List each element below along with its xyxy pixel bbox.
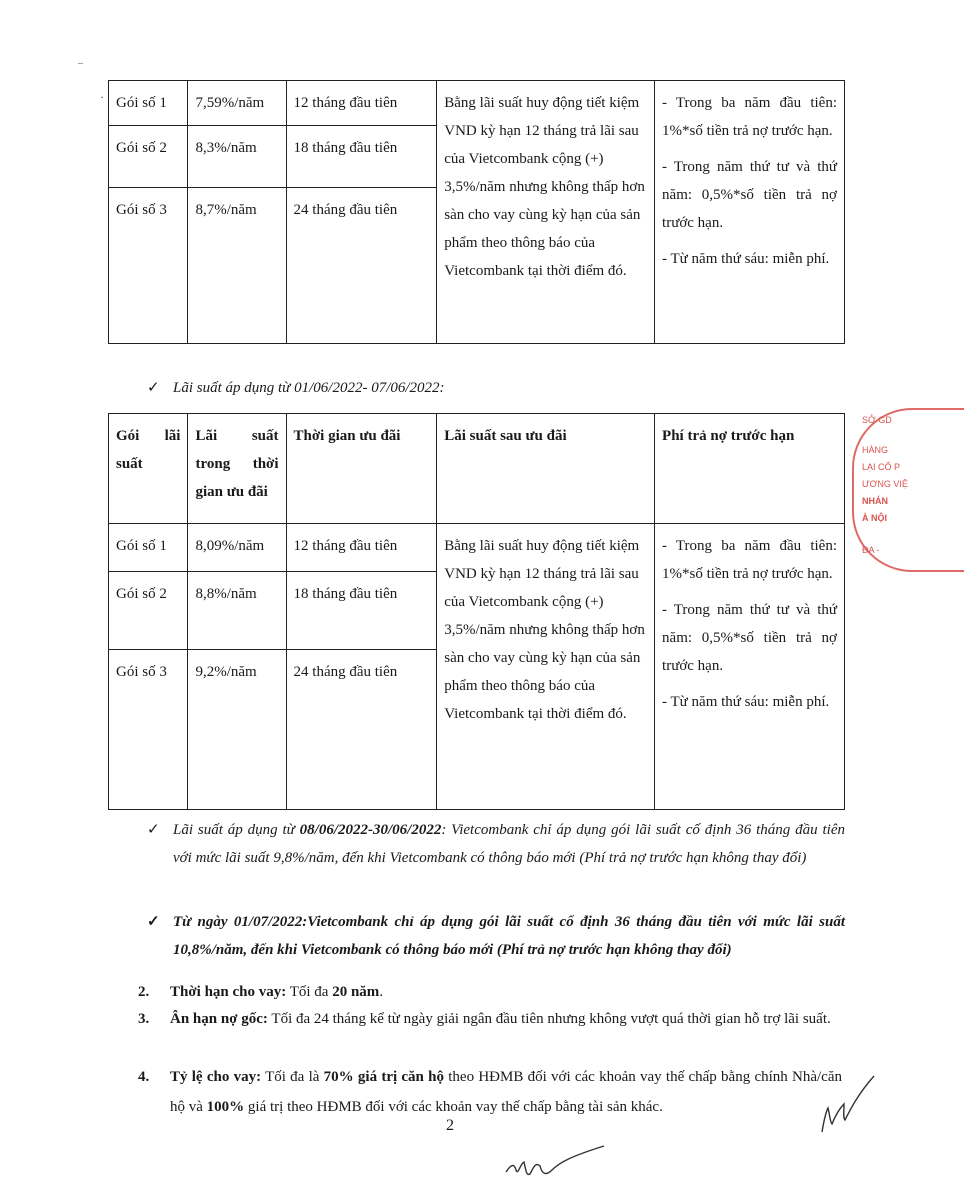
- table-row: [109, 524, 845, 572]
- fee-line: - Từ năm thứ sáu: miễn phí.: [662, 694, 830, 710]
- checkmark-icon: ✓: [147, 380, 160, 396]
- package-cell: Gói số 2: [109, 572, 188, 650]
- rate-cell: 8,7%/năm: [188, 188, 286, 344]
- fee-line: - Trong năm thứ tư và thứ năm: 0,5%*số tiền trả nợ trước hạn.: [662, 159, 837, 231]
- item-text: Thời hạn cho vay: Tối đa 20 năm.: [170, 984, 384, 1000]
- period-cell: 18 tháng đầu tiên: [286, 126, 437, 188]
- fee-line: - Trong năm thứ tư và thứ năm: 0,5%*số tiền trả nợ trước hạn.: [662, 602, 837, 674]
- item-text: Tỷ lệ cho vay: Tối đa là 70% giá trị căn hộ theo HĐMB đối với các khoản vay thế chấp bằng chính Nhà/căn hộ và 100% giá trị theo HĐMB đối với các khoản vay thế chấp bằng tài sản khác.: [170, 1069, 843, 1115]
- header-after-rate: Lãi suất sau ưu đãi: [437, 414, 655, 524]
- package-cell: Gói số 1: [109, 81, 188, 126]
- item-number: 4.: [138, 1069, 150, 1085]
- period-cell: 24 tháng đầu tiên: [286, 650, 437, 810]
- rate-table-2: [108, 413, 845, 810]
- fee-line: - Trong ba năm đầu tiên: 1%*số tiền trả nợ trước hạn.: [662, 538, 837, 582]
- fee-line: - Trong ba năm đầu tiên: 1%*số tiền trả nợ trước hạn.: [662, 95, 837, 139]
- package-cell: Gói số 3: [109, 650, 188, 810]
- package-cell: Gói số 3: [109, 188, 188, 344]
- header-package: Gói lãi suất: [109, 414, 188, 524]
- bullet-text: Lãi suất áp dụng từ 01/06/2022- 07/06/2022:: [173, 380, 445, 396]
- period-cell: 24 tháng đầu tiên: [286, 188, 437, 344]
- item-text: Ân hạn nợ gốc: Tối đa 24 tháng kể từ ngày giải ngân đầu tiên nhưng không vượt quá thời gian hỗ trợ lãi suất.: [170, 1011, 831, 1027]
- table-row: [109, 81, 845, 126]
- checkmark-icon: ✓: [147, 822, 160, 838]
- bank-stamp: SỞ GD HÀNG LẠI CỔ P ƯƠNG VIỆ NHÁN À NỘI ĐA -: [848, 404, 900, 576]
- period-cell: 12 tháng đầu tiên: [286, 524, 437, 572]
- page-number: 2: [446, 1117, 454, 1134]
- header-rate: Lãi suất trong thời gian ưu đãi: [188, 414, 286, 524]
- package-cell: Gói số 2: [109, 126, 188, 188]
- item-number: 2.: [138, 984, 150, 1000]
- bullet-text: Từ ngày 01/07/2022:Vietcombank chỉ áp dụng gói lãi suất cố định 36 tháng đầu tiên với mức lãi suất 10,8%/năm, đến khi Vietcombank có thông báo mới (Phí trả nợ trước hạn không thay đổi): [173, 914, 845, 958]
- header-period: Thời gian ưu đãi: [286, 414, 437, 524]
- table-header-row: [109, 414, 845, 524]
- fee-line: - Từ năm thứ sáu: miễn phí.: [662, 251, 830, 267]
- header-fee: Phí trả nợ trước hạn: [655, 414, 845, 524]
- date-range: 08/06/2022-30/06/2022: [299, 822, 442, 838]
- rate-cell: 8,8%/năm: [188, 572, 286, 650]
- rate-cell: 7,59%/năm: [188, 81, 286, 126]
- bullet-text: Lãi suất áp dụng từ 08/06/2022-30/06/2022: Vietcombank chỉ áp dụng gói lãi suất cố định 36 tháng đầu tiên với mức lãi suất 9,8%/năm, đến khi Vietcombank có thông báo mới (Phí trả nợ trước hạn không thay đổi): [173, 822, 845, 866]
- checkmark-icon: ✓: [147, 914, 160, 930]
- rate-cell: 8,09%/năm: [188, 524, 286, 572]
- initial-signature-bottom: [500, 1140, 610, 1186]
- after-rate-cell: Bằng lãi suất huy động tiết kiệm VND kỳ hạn 12 tháng trả lãi sau của Vietcombank cộng (+) 3,5%/năm nhưng không thấp hơn sàn cho vay cùng kỳ hạn của sản phẩm theo thông báo của Vietcombank tại thời điểm đó.: [437, 524, 655, 810]
- item-number: 3.: [138, 1011, 150, 1027]
- fee-cell: [655, 524, 845, 810]
- rate-cell: 8,3%/năm: [188, 126, 286, 188]
- rate-table-1: [108, 80, 845, 344]
- fee-cell: [655, 81, 845, 344]
- corner-mark: –: [78, 58, 83, 69]
- period-cell: 12 tháng đầu tiên: [286, 81, 437, 126]
- package-cell: Gói số 1: [109, 524, 188, 572]
- margin-dot: ·: [100, 90, 104, 104]
- after-rate-cell: Bằng lãi suất huy động tiết kiệm VND kỳ hạn 12 tháng trả lãi sau của Vietcombank cộng (+) 3,5%/năm nhưng không thấp hơn sàn cho vay cùng kỳ hạn của sản phẩm theo thông báo của Vietcombank tại thời điểm đó.: [437, 81, 655, 344]
- period-cell: 18 tháng đầu tiên: [286, 572, 437, 650]
- rate-cell: 9,2%/năm: [188, 650, 286, 810]
- initial-signature-right: [818, 1072, 878, 1142]
